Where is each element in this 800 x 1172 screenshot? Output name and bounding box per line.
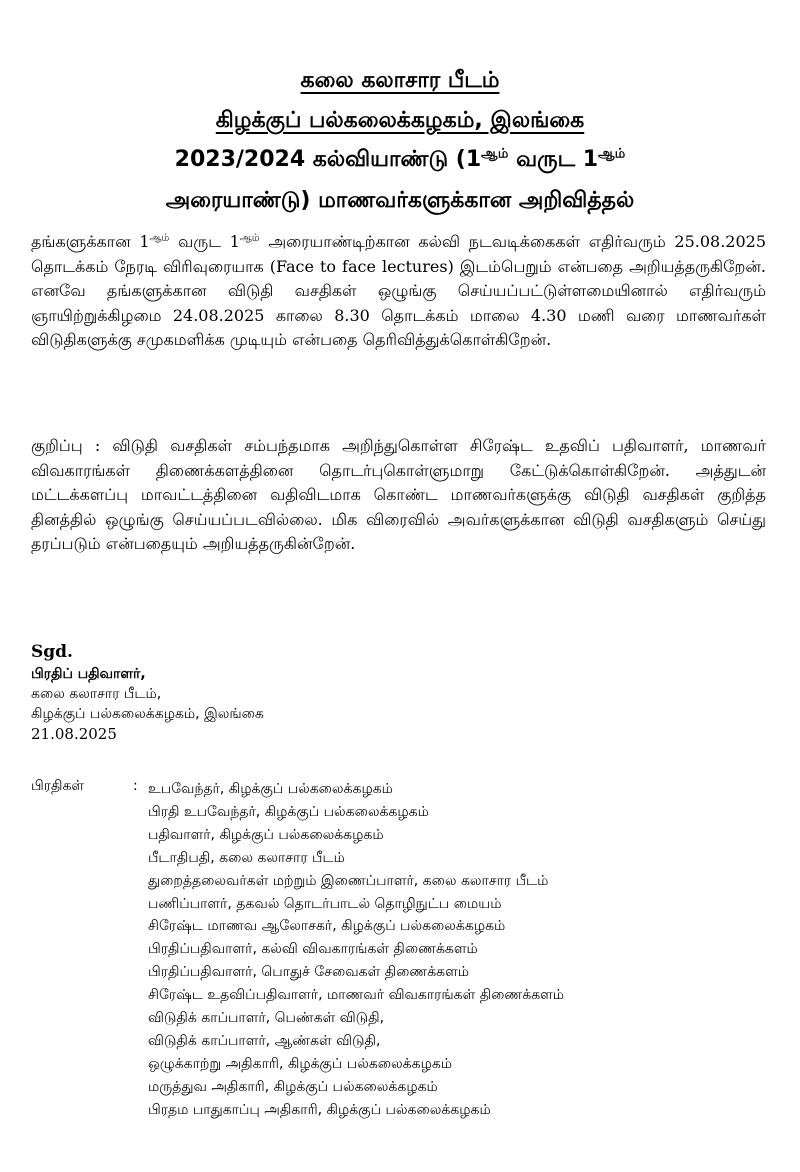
copy-recipient: விடுதிக் காப்பாளர், பெண்கள் விடுதி, [148,1010,385,1027]
notice-title-line-2: அரையாண்டு) மாணவர்களுக்கான அறிவித்தல் [165,188,635,213]
copy-recipient: மருத்துவ அதிகாரி, கிழக்குப் பல்கலைக்கழகம் [148,1078,438,1095]
university-heading: கிழக்குப் பல்கலைக்கழகம், இலங்கை [215,108,585,133]
copy-recipient: விடுதிக் காப்பாளர், ஆண்கள் விடுதி, [148,1032,381,1049]
paragraph-text: வருட 1 [169,232,240,251]
paragraph-superscript: ஆம் [149,232,170,244]
title-superscript: ஆம் [598,146,626,162]
paragraph-text: தங்களுக்கான 1 [31,232,150,251]
copy-recipient: ஒழுக்காற்று அதிகாரி, கிழக்குப் பல்கலைக்கழகம் [148,1055,453,1072]
faculty-heading: கலை கலாசார பீடம் [300,68,500,93]
copy-recipient: உபவேந்தர், கிழக்குப் பல்கலைக்கழகம் [148,781,393,797]
paragraph-superscript: ஆம் [239,232,260,244]
copy-recipient: பணிப்பாளர், தகவல் தொடர்பாடல் தொழிநுட்ப மையம் [148,895,502,912]
signatory-faculty: கலை கலாசார பீடம், [31,686,162,702]
copy-recipient: துறைத்தலைவர்கள் மற்றும் இணைப்பாளர், கலை கலாசார பீடம் [148,872,549,889]
copy-recipient: பிரதம பாதுகாப்பு அதிகாரி, கிழக்குப் பல்கலைக்கழகம் [148,1101,491,1118]
copy-recipient: பிரதிப்பதிவாளர், பொதுச் சேவைகள் திணைக்களம் [148,964,470,981]
title-text-part: வருட 1 [508,147,599,172]
signatory-title: பிரதிப் பதிவாளர், [31,666,146,682]
title-superscript: ஆம் [481,146,509,162]
copy-recipient: பீடாதிபதி, கலை கலாசார பீடம் [148,849,345,866]
copy-recipient: பதிவாளர், கிழக்குப் பல்கலைக்கழகம் [148,826,384,843]
note-paragraph: குறிப்பு : விடுதி வசதிகள் சம்பந்தமாக அறிந்துகொள்ள சிரேஷ்ட உதவிப் பதிவாளர், மாணவர் விவகாரங்கள் திணைக்களத்தினை தொடர்புகொள்ளுமாறு கேட்டுக்கொள்கிறேன். அத்துடன் மட்டக்களப்பு மாவட்டத்தினை வதிவிடமாக கொண்ட மாணவர்களுக்கு விடுதி வசதிகள் குறித்த தினத்தில் ஒழுங்கு செய்யப்படவில்லை. மிக விரைவில் அவர்களுக்கான விடுதி வசதிகளும் செய்து தரப்படும் என்பதையும் அறியத்தருகின்றேன். [31,436,766,553]
copies-list [148,778,564,1122]
copies-label: பிரதிகள் [31,778,85,794]
notice-title-line-1 [0,147,800,175]
title-text-part: 2023/2024 கல்வியாண்டு (1 [174,147,482,172]
copy-recipient: பிரதி உபவேந்தர், கிழக்குப் பல்கலைக்கழகம் [148,803,429,820]
signed-mark: Sgd. [31,642,73,662]
copy-recipient: பிரதிப்பதிவாளர், கல்வி விவகாரங்கள் திணைக்களம் [148,941,478,958]
notice-paragraph [31,230,766,353]
copy-recipient: சிரேஷ்ட உதவிப்பதிவாளர், மாணவர் விவகாரங்கள் திணைக்களம் [148,987,565,1004]
signature-block [31,640,264,744]
copy-recipient: சிரேஷ்ட மாணவ ஆலோசகர், கிழக்குப் பல்கலைக்கழகம் [148,918,506,935]
paragraph-text: அரையாண்டிற்கான கல்வி நடவடிக்கைகள் எதிர்வரும் 25.08.2025 தொடக்கம் நேரடி விரிவுரையாக (Face to face lectures) இடம்பெறும் என்பதை அறியத்தருகிறேன். எனவே தங்களுக்கான விடுதி வசதிகள் ஒழுங்கு செய்யப்பட்டுள்ளமையினால் எதிர்வரும் ஞாயிற்றுக்கிழமை 24.08.2025 காலை 8.30 தொடக்கம் மாலை 4.30 மணி வரை மாணவர்கள் விடுதிகளுக்கு சமுகமளிக்க முடியும் என்பதை தெரிவித்துக்கொள்கிறேன். [31,232,766,349]
signature-date: 21.08.2025 [31,725,117,743]
copies-colon: : [133,778,138,794]
signatory-university: கிழக்குப் பல்கலைக்கழகம், இலங்கை [31,706,264,722]
